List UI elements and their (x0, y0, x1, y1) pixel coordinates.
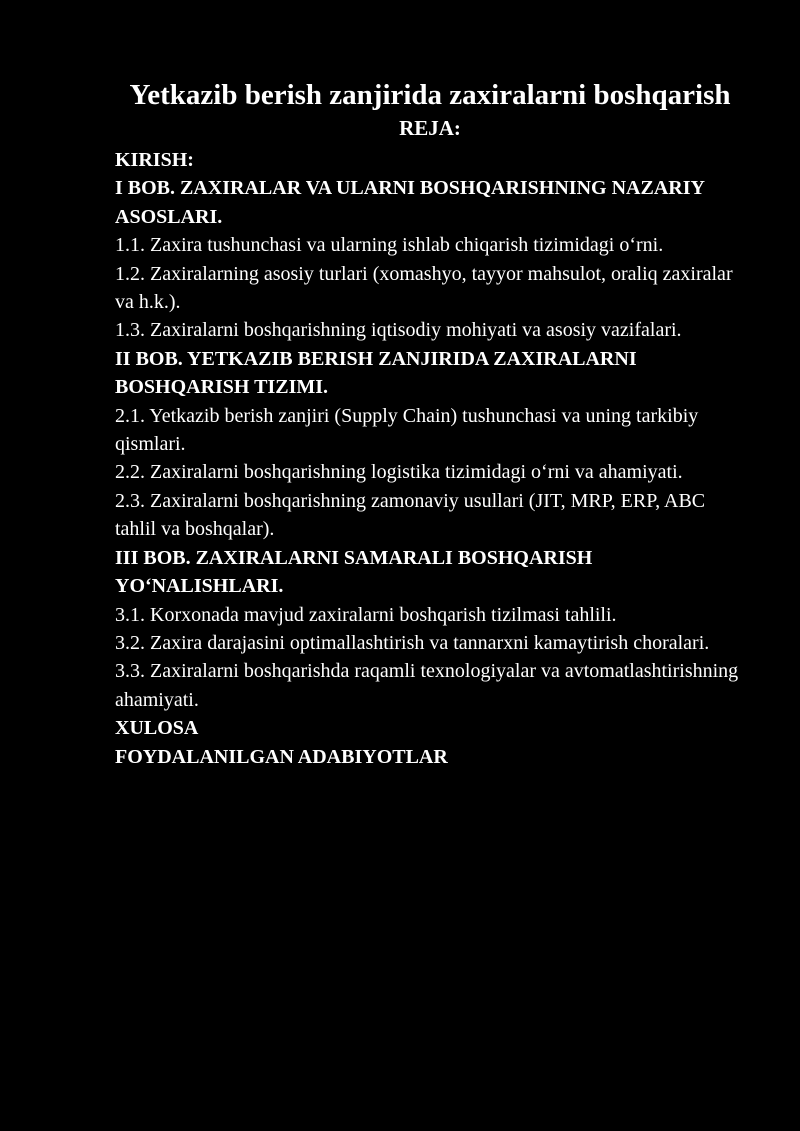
table-of-contents (115, 146, 745, 771)
toc-section-3-2: 3.2. Zaxira darajasini optimallashtirish va tannarxni kamaytirish choralari. (115, 631, 710, 654)
document-page (115, 76, 745, 771)
toc-section-2-2: 2.2. Zaxiralarni boshqarishning logistika tizimidagi o‘rni va ahamiyati. (115, 461, 683, 484)
toc-section-3-1: 3.1. Korxonada mavjud zaxiralarni boshqarish tizilmasi tahlili. (115, 603, 617, 626)
toc-chapter-2: II BOB. YETKAZIB BERISH ZANJIRIDA ZAXIRALARNI BOSHQARISH TIZIMI. (115, 347, 637, 399)
toc-section-1-1: 1.1. Zaxira tushunchasi va ularning ishlab chiqarish tizimidagi o‘rni. (115, 234, 664, 257)
toc-section-1-2: 1.2. Zaxiralarning asosiy turlari (xomashyo, tayyor mahsulot, oraliq zaxiralar va h.k.). (115, 262, 733, 314)
toc-intro: KIRISH: (115, 149, 194, 171)
toc-section-1-3: 1.3. Zaxiralarni boshqarishning iqtisodiy mohiyati va asosiy vazifalari. (115, 319, 682, 342)
toc-section-3-3: 3.3. Zaxiralarni boshqarishda raqamli texnologiyalar va avtomatlashtirishning ahamiyati. (115, 660, 739, 711)
toc-chapter-1: I BOB. ZAXIRALAR VA ULARNI BOSHQARISHNING NAZARIY ASOSLARI. (115, 177, 705, 228)
toc-references: FOYDALANILGAN ADABIYOTLAR (115, 745, 448, 768)
toc-conclusion: XULOSA (115, 717, 199, 740)
document-title: Yetkazib berish zanjirida zaxiralarni boshqarish (129, 79, 731, 111)
toc-chapter-3: III BOB. ZAXIRALARNI SAMARALI BOSHQARISH YO‘NALISHLARI. (115, 546, 593, 598)
plan-heading: REJA: (399, 116, 461, 140)
toc-section-2-3: 2.3. Zaxiralarni boshqarishning zamonaviy usullari (JIT, MRP, ERP, ABC tahlil va boshqalar). (115, 489, 706, 541)
toc-section-2-1: 2.1. Yetkazib berish zanjiri (Supply Chain) tushunchasi va uning tarkibiy qismlari. (115, 404, 699, 456)
